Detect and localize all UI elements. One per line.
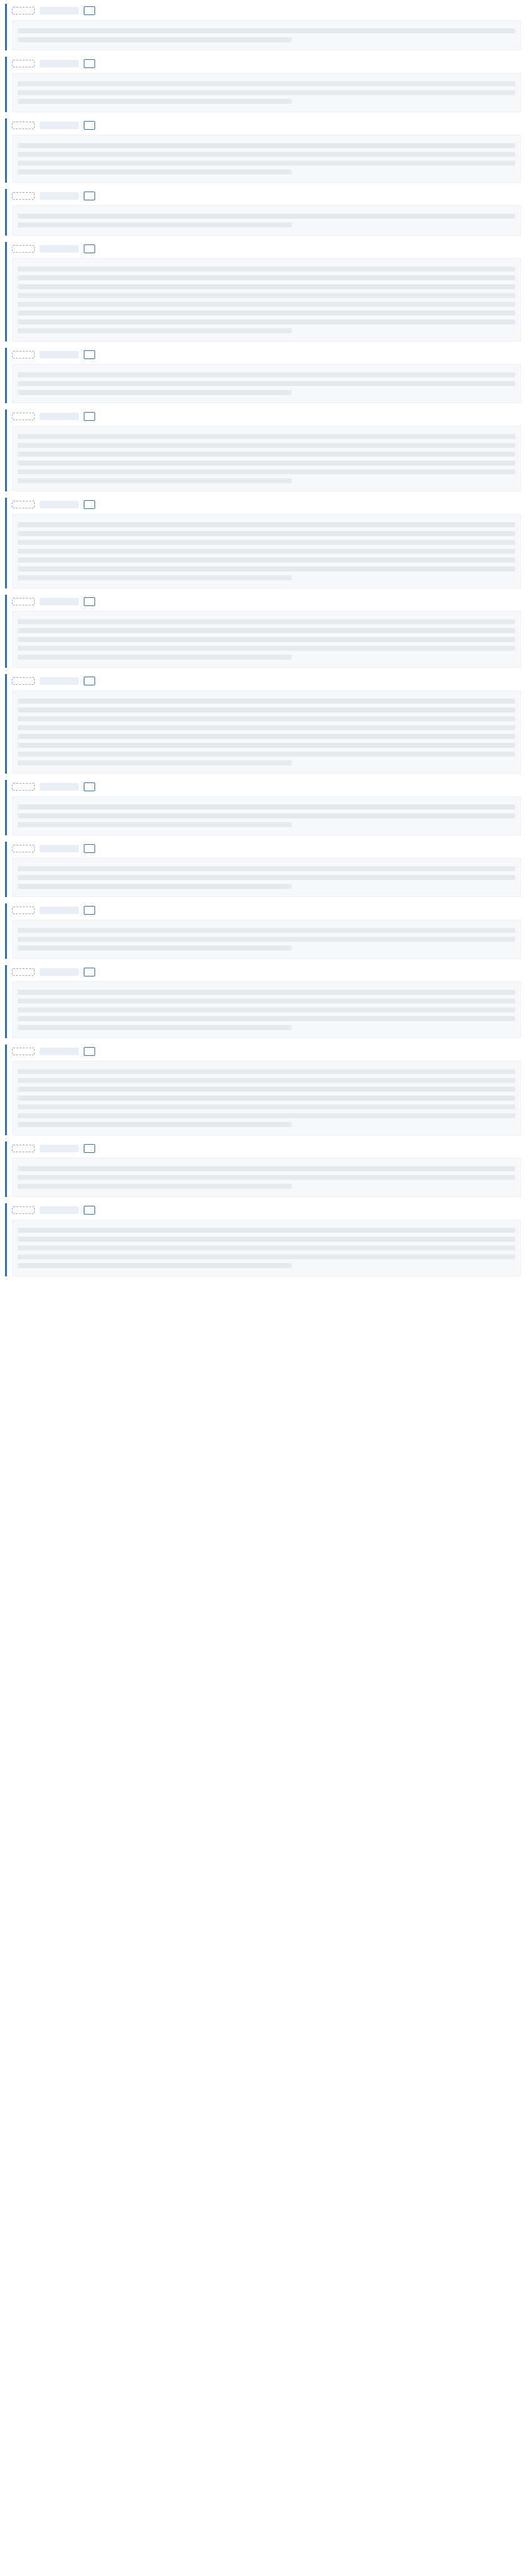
answer-block xyxy=(5,595,526,668)
answer-header xyxy=(12,595,521,609)
text-line-placeholder xyxy=(18,549,515,554)
answer-header xyxy=(12,242,521,256)
question-number xyxy=(12,7,35,14)
explanation-body xyxy=(12,1158,521,1197)
text-line-placeholder xyxy=(18,1245,515,1251)
text-line-placeholder xyxy=(18,531,515,536)
answer-option xyxy=(84,1047,95,1056)
answer-block xyxy=(5,189,526,236)
text-line-placeholder xyxy=(18,461,515,466)
text-line-placeholder xyxy=(18,443,515,448)
text-line-placeholder xyxy=(18,699,515,704)
text-line-placeholder xyxy=(18,319,515,324)
text-line-placeholder xyxy=(18,760,292,765)
answer-header xyxy=(12,674,521,688)
text-line-placeholder xyxy=(18,558,515,563)
answer-header xyxy=(12,1045,521,1058)
analysis-label xyxy=(40,60,79,67)
text-line-placeholder xyxy=(18,169,292,175)
answer-option xyxy=(84,59,95,68)
text-line-placeholder xyxy=(18,1007,515,1012)
answer-block xyxy=(5,1142,526,1197)
text-line-placeholder xyxy=(18,655,292,660)
analysis-label xyxy=(40,677,79,685)
text-line-placeholder xyxy=(18,1104,515,1109)
analysis-label xyxy=(40,845,79,852)
analysis-label xyxy=(40,245,79,253)
explanation-body xyxy=(12,364,521,403)
text-line-placeholder xyxy=(18,37,292,42)
explanation-body xyxy=(12,611,521,668)
answer-header xyxy=(12,1142,521,1155)
text-line-placeholder xyxy=(18,469,515,474)
text-line-placeholder xyxy=(18,522,515,527)
explanation-body xyxy=(12,920,521,959)
analysis-label xyxy=(40,1048,79,1055)
text-line-placeholder xyxy=(18,725,515,730)
text-line-placeholder xyxy=(18,390,292,395)
text-line-placeholder xyxy=(18,275,515,280)
text-line-placeholder xyxy=(18,707,515,713)
answer-option xyxy=(84,782,95,791)
explanation-body xyxy=(12,426,521,491)
explanation-body xyxy=(12,205,521,236)
question-number xyxy=(12,501,35,508)
answer-header xyxy=(12,1203,521,1217)
text-line-placeholder xyxy=(18,1263,292,1268)
question-number xyxy=(12,192,35,200)
analysis-label xyxy=(40,122,79,129)
analysis-label xyxy=(40,501,79,508)
answer-header xyxy=(12,189,521,203)
text-line-placeholder xyxy=(18,99,292,104)
answer-option xyxy=(84,121,95,130)
analysis-label xyxy=(40,1206,79,1214)
answer-option xyxy=(84,1144,95,1153)
answer-block xyxy=(5,4,526,50)
answer-option xyxy=(84,906,95,915)
text-line-placeholder xyxy=(18,434,515,439)
text-line-placeholder xyxy=(18,1184,292,1189)
text-line-placeholder xyxy=(18,1113,515,1118)
analysis-label xyxy=(40,907,79,914)
text-line-placeholder xyxy=(18,1078,515,1083)
answer-header xyxy=(12,409,521,423)
text-line-placeholder xyxy=(18,716,515,721)
analysis-label xyxy=(40,351,79,358)
question-number xyxy=(12,1145,35,1152)
text-line-placeholder xyxy=(18,311,515,316)
text-line-placeholder xyxy=(18,575,292,580)
answer-header xyxy=(12,842,521,856)
text-line-placeholder xyxy=(18,478,292,483)
text-line-placeholder xyxy=(18,946,292,951)
answer-block xyxy=(5,1045,526,1135)
text-line-placeholder xyxy=(18,990,515,995)
question-number xyxy=(12,845,35,852)
explanation-body xyxy=(12,20,521,50)
text-line-placeholder xyxy=(18,1122,292,1127)
explanation-body xyxy=(12,1061,521,1135)
text-line-placeholder xyxy=(18,566,515,571)
answer-header xyxy=(12,780,521,794)
text-line-placeholder xyxy=(18,1166,515,1171)
analysis-label xyxy=(40,192,79,200)
question-number xyxy=(12,677,35,685)
text-line-placeholder xyxy=(18,628,515,633)
text-line-placeholder xyxy=(18,619,515,624)
answer-block xyxy=(5,674,526,774)
explanation-body xyxy=(12,1220,521,1276)
text-line-placeholder xyxy=(18,302,515,307)
analysis-label xyxy=(40,413,79,420)
text-line-placeholder xyxy=(18,152,515,157)
answer-block xyxy=(5,903,526,959)
text-line-placeholder xyxy=(18,884,292,889)
text-line-placeholder xyxy=(18,452,515,457)
text-line-placeholder xyxy=(18,1254,515,1259)
text-line-placeholder xyxy=(18,381,515,386)
answer-block xyxy=(5,780,526,835)
answer-block xyxy=(5,1203,526,1276)
answer-header xyxy=(12,965,521,979)
text-line-placeholder xyxy=(18,1087,515,1092)
answer-block xyxy=(5,842,526,897)
text-line-placeholder xyxy=(18,1016,515,1021)
answer-option xyxy=(84,677,95,685)
text-line-placeholder xyxy=(18,928,515,933)
text-line-placeholder xyxy=(18,1228,515,1233)
analysis-label xyxy=(40,7,79,14)
answer-header xyxy=(12,498,521,512)
question-number xyxy=(12,1206,35,1214)
answer-header xyxy=(12,348,521,362)
answer-option xyxy=(84,412,95,421)
answer-header xyxy=(12,4,521,18)
answer-option xyxy=(84,192,95,200)
analysis-label xyxy=(40,598,79,605)
text-line-placeholder xyxy=(18,1175,515,1180)
answer-header xyxy=(12,903,521,917)
explanation-body xyxy=(12,690,521,774)
text-line-placeholder xyxy=(18,1096,515,1101)
text-line-placeholder xyxy=(18,752,515,757)
answer-header xyxy=(12,57,521,71)
text-line-placeholder xyxy=(18,1237,515,1242)
explanation-body xyxy=(12,796,521,835)
analysis-label xyxy=(40,968,79,976)
answer-header xyxy=(12,118,521,132)
answer-option xyxy=(84,6,95,15)
answer-block xyxy=(5,348,526,403)
analysis-label xyxy=(40,783,79,791)
text-line-placeholder xyxy=(18,866,515,871)
answer-block xyxy=(5,57,526,112)
question-number xyxy=(12,598,35,605)
answer-option xyxy=(84,500,95,509)
explanation-body xyxy=(12,73,521,112)
answer-block xyxy=(5,118,526,183)
text-line-placeholder xyxy=(18,28,515,33)
text-line-placeholder xyxy=(18,90,515,95)
text-line-placeholder xyxy=(18,293,515,298)
answer-option xyxy=(84,968,95,976)
question-number xyxy=(12,245,35,253)
text-line-placeholder xyxy=(18,1069,515,1074)
explanation-body xyxy=(12,258,521,341)
text-line-placeholder xyxy=(18,743,515,748)
answer-block xyxy=(5,965,526,1038)
question-number xyxy=(12,968,35,976)
explanation-body xyxy=(12,858,521,897)
text-line-placeholder xyxy=(18,937,515,942)
text-line-placeholder xyxy=(18,804,515,810)
text-line-placeholder xyxy=(18,637,515,642)
text-line-placeholder xyxy=(18,266,515,272)
text-line-placeholder xyxy=(18,284,515,289)
answer-option xyxy=(84,1206,95,1215)
explanation-body xyxy=(12,135,521,183)
answer-option xyxy=(84,597,95,606)
text-line-placeholder xyxy=(18,214,515,219)
question-number xyxy=(12,351,35,358)
text-line-placeholder xyxy=(18,734,515,739)
answer-option xyxy=(84,244,95,253)
question-number xyxy=(12,122,35,129)
text-line-placeholder xyxy=(18,813,515,818)
answer-option xyxy=(84,350,95,359)
text-line-placeholder xyxy=(18,822,292,827)
explanation-body xyxy=(12,982,521,1038)
explanation-body xyxy=(12,514,521,588)
question-number xyxy=(12,413,35,420)
answer-block xyxy=(5,409,526,491)
text-line-placeholder xyxy=(18,875,515,880)
text-line-placeholder xyxy=(18,1025,292,1030)
question-number xyxy=(12,60,35,67)
question-number xyxy=(12,783,35,791)
text-line-placeholder xyxy=(18,161,515,166)
text-line-placeholder xyxy=(18,646,515,651)
analysis-label xyxy=(40,1145,79,1152)
text-line-placeholder xyxy=(18,999,515,1004)
answer-option xyxy=(84,844,95,853)
text-line-placeholder xyxy=(18,372,515,377)
answer-block xyxy=(5,242,526,341)
text-line-placeholder xyxy=(18,540,515,545)
text-line-placeholder xyxy=(18,222,292,227)
answer-block xyxy=(5,498,526,588)
text-line-placeholder xyxy=(18,328,292,333)
question-number xyxy=(12,1048,35,1055)
question-number xyxy=(12,907,35,914)
text-line-placeholder xyxy=(18,143,515,148)
text-line-placeholder xyxy=(18,81,515,86)
